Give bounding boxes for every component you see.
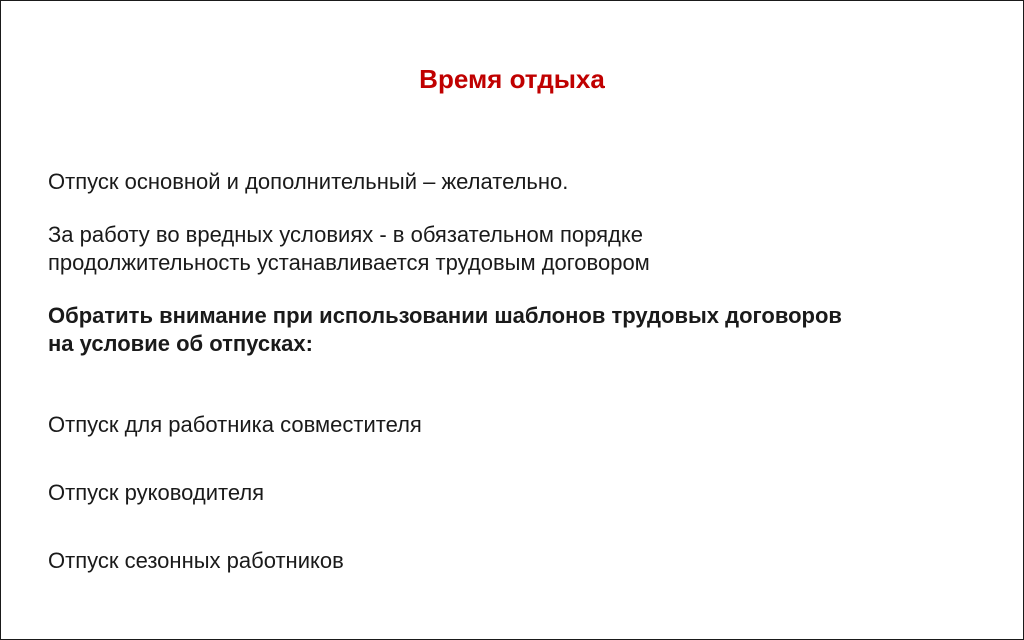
paragraph-harmful-conditions-line-1: За работу во вредных условиях - в обязательном порядке [48, 222, 643, 247]
list-item-part-time-worker: Отпуск для работника совместителя [48, 412, 422, 437]
list-item-manager: Отпуск руководителя [48, 480, 265, 505]
paragraph-harmful-conditions-line-2: продолжительность устанавливается трудовым договором [48, 250, 650, 275]
attention-note-line-1: Обратить внимание при использовании шаблонов трудовых договоров [48, 303, 842, 328]
paragraph-harmful-conditions [48, 221, 988, 277]
slide-title: Время отдыха [419, 64, 605, 94]
list-item-seasonal-workers: Отпуск сезонных работников [48, 548, 344, 573]
attention-note-line-2: на условие об отпусках: [48, 331, 313, 356]
paragraph-attention-note [48, 302, 988, 358]
paragraph-vacation-basic: Отпуск основной и дополнительный – желательно. [48, 169, 569, 194]
